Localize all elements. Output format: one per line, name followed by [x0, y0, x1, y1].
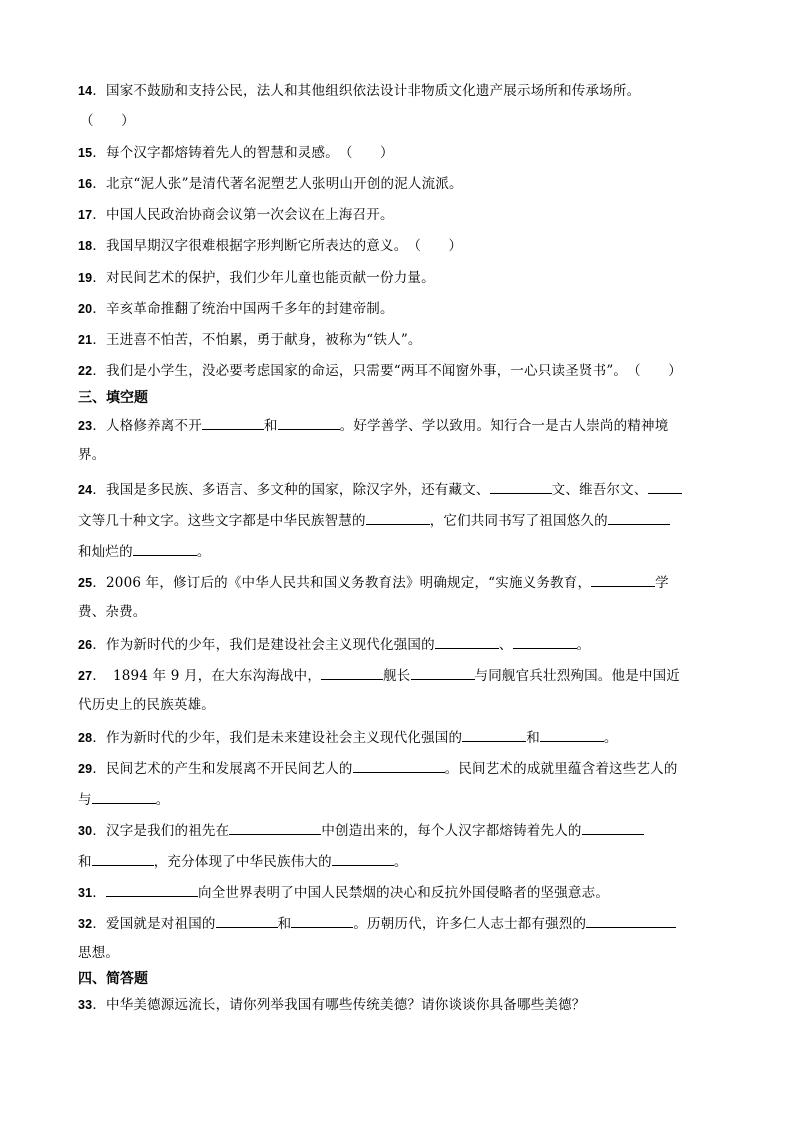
question-text: ．中国人民政治协商会议第一次会议在上海召开。 — [92, 207, 394, 223]
question-30-continued — [78, 850, 722, 872]
question-27-continued — [78, 695, 722, 715]
question-number: 28 — [78, 731, 93, 745]
question-32 — [78, 912, 722, 934]
question-text: 舰长 — [383, 668, 411, 684]
question-25-continued — [78, 602, 722, 622]
answer-blank[interactable] — [462, 726, 526, 742]
answer-blank[interactable] — [608, 509, 670, 525]
question-text: ．作为新时代的少年，我们是未来建设社会主义现代化强国的 — [92, 730, 463, 746]
question-text: 费、杂费。 — [78, 604, 147, 620]
question-text: ．作为新时代的少年，我们是建设社会主义现代化强国的 — [92, 637, 435, 653]
question-number: 27 — [78, 669, 93, 683]
question-number: 23 — [78, 419, 93, 433]
question-text: 界。 — [78, 447, 106, 463]
question-text: 思想。 — [78, 945, 120, 961]
question-number: 32 — [78, 917, 93, 931]
question-23-continued — [78, 445, 722, 465]
question-21 — [78, 330, 722, 350]
question-text: ，充分体现了中华民族伟大的 — [153, 854, 332, 870]
question-20 — [78, 299, 722, 319]
question-text: ．每个汉字都熔铸着先人的智慧和灵感。 — [92, 145, 339, 161]
question-text: 与 — [78, 792, 92, 808]
answer-parentheses[interactable]: （ ） — [407, 238, 463, 254]
question-text: 。 — [576, 637, 591, 653]
question-text: ．民间艺术的产生和发展离不开民间艺人的 — [92, 761, 353, 777]
question-number: 20 — [78, 302, 93, 316]
question-text: ．北京“泥人张”是清代著名泥塑艺人张明山开创的泥人流派。 — [92, 176, 463, 192]
question-text: 和 — [78, 854, 92, 870]
answer-blank[interactable] — [490, 478, 552, 494]
answer-blank[interactable] — [586, 912, 676, 928]
question-text: ．王进喜不怕苦，不怕累，勇于献身，被称为“铁人”。 — [92, 332, 422, 348]
question-28 — [78, 726, 722, 748]
answer-blank[interactable] — [332, 850, 394, 866]
answer-blank[interactable] — [92, 850, 154, 866]
answer-blank[interactable] — [133, 540, 197, 556]
answer-blank[interactable] — [353, 757, 445, 773]
question-29-continued — [78, 788, 722, 810]
question-number: 19 — [78, 271, 93, 285]
answer-blank[interactable] — [278, 414, 340, 430]
question-number: 22 — [78, 364, 93, 378]
answer-blank[interactable] — [540, 726, 604, 742]
question-24-line-3 — [78, 540, 722, 562]
question-text: 、 — [498, 637, 513, 653]
question-15 — [78, 143, 722, 163]
question-text: 。好学善学、学以致用。知行合一是古人崇尚的精神境 — [339, 418, 669, 434]
question-text: ．辛亥革命推翻了统治中国两千多年的封建帝制。 — [92, 301, 394, 317]
question-24-line-2 — [78, 509, 722, 531]
answer-blank[interactable] — [216, 912, 278, 928]
question-23 — [78, 414, 722, 436]
question-33 — [78, 995, 722, 1015]
question-text: ．人格修养离不开 — [92, 418, 202, 434]
question-text: 。 — [603, 730, 618, 746]
question-text: 文、维吾尔文、 — [551, 482, 648, 498]
question-number: 17 — [78, 208, 93, 222]
question-24 — [78, 478, 722, 500]
question-text: ．我国是多民族、多语言、多文种的国家，除汉字外，还有藏文、 — [92, 482, 490, 498]
question-number: 33 — [78, 998, 93, 1012]
question-14-answer — [80, 111, 722, 131]
answer-blank[interactable] — [411, 664, 475, 680]
question-32-continued — [78, 943, 722, 963]
question-31 — [78, 881, 722, 903]
question-number: 31 — [78, 886, 93, 900]
question-25 — [78, 571, 722, 593]
question-text: 中创造出来的，每个人汉字都熔铸着先人的 — [321, 823, 582, 839]
question-text: ，它们共同书写了祖国悠久的 — [429, 513, 608, 529]
question-text: 。 — [196, 544, 211, 560]
question-number: 21 — [78, 333, 93, 347]
question-text: 和 — [277, 916, 292, 932]
question-number: 15 — [78, 146, 93, 160]
question-18 — [78, 236, 722, 256]
question-number: 25 — [78, 576, 93, 590]
question-number: 18 — [78, 239, 93, 253]
answer-blank[interactable] — [202, 414, 264, 430]
question-number: 30 — [78, 824, 93, 838]
answer-blank[interactable] — [106, 881, 198, 897]
question-text: 。民间艺术的成就里蕴含着这些艺人的 — [444, 761, 678, 777]
question-text: 向全世界表明了中国人民禁烟的决心和反抗外国侵略者的坚强意志。 — [198, 885, 610, 901]
question-27 — [78, 664, 722, 686]
question-text: ．2006 年，修订后的《中华人民共和国义务教育法》明确规定，“实施义务教育， — [92, 575, 592, 591]
question-text: ．爱国就是对祖国的 — [92, 916, 216, 932]
question-text: ． — [92, 885, 107, 901]
answer-blank[interactable] — [366, 509, 430, 525]
answer-blank[interactable] — [321, 664, 383, 680]
question-16 — [78, 174, 722, 194]
answer-blank[interactable] — [582, 819, 644, 835]
question-17 — [78, 205, 722, 225]
question-text: 学 — [655, 575, 669, 591]
question-number: 24 — [78, 483, 93, 497]
question-number: 26 — [78, 638, 93, 652]
answer-parentheses[interactable]: （ ） — [627, 363, 682, 379]
answer-blank[interactable] — [513, 633, 577, 649]
answer-blank[interactable] — [229, 819, 321, 835]
question-text: ．国家不鼓励和支持公民，法人和其他组织依法设计非物质文化遗产展示场所和传承场所。 — [92, 83, 641, 99]
question-text: 与同舰官兵壮烈殉国。他是中国近 — [474, 668, 680, 684]
question-text: ． 1894 年 9 月，在大东沟海战中， — [92, 668, 322, 684]
answer-blank[interactable] — [92, 788, 156, 804]
question-text: ．对民间艺术的保护，我们少年儿童也能贡献一份力量。 — [92, 270, 435, 286]
question-text: 代历史上的民族英雄。 — [78, 697, 215, 713]
question-text: 文等几十种文字。这些文字都是中华民族智慧的 — [78, 513, 366, 529]
answer-blank[interactable] — [291, 912, 353, 928]
answer-blank[interactable] — [435, 633, 499, 649]
question-text: 。 — [155, 792, 170, 808]
question-text: 和 — [263, 418, 278, 434]
question-number: 29 — [78, 762, 93, 776]
question-text: 。 — [393, 854, 408, 870]
question-text: ．我们是小学生，没必要考虑国家的命运，只需要“两耳不闻窗外事，一心只读圣贤书”。 — [92, 363, 628, 379]
answer-parentheses[interactable]: （ ） — [338, 145, 394, 161]
answer-parentheses[interactable]: （ ） — [80, 113, 135, 129]
question-text: 和 — [526, 730, 540, 746]
question-text: 和灿烂的 — [78, 544, 133, 560]
question-number: 14 — [78, 84, 93, 98]
question-30 — [78, 819, 722, 841]
question-text: ．我国早期汉字很难根据字形判断它所表达的意义。 — [92, 238, 408, 254]
answer-blank[interactable] — [648, 478, 682, 494]
question-text: 。历朝历代，许多仁人志士都有强烈的 — [353, 916, 587, 932]
question-text: ．中华美德源远流长，请你列举我国有哪些传统美德？请你谈谈你具备哪些美德？ — [92, 997, 586, 1013]
question-14 — [78, 81, 722, 101]
question-29 — [78, 757, 722, 779]
question-number: 16 — [78, 177, 93, 191]
question-text: ．汉字是我们的祖先在 — [92, 823, 230, 839]
question-19 — [78, 268, 722, 288]
answer-blank[interactable] — [591, 571, 655, 587]
question-26 — [78, 633, 722, 655]
section-heading-short-answer: 四、简答题 — [78, 971, 148, 987]
question-22 — [78, 361, 722, 381]
section-heading-fill-in: 三、填空题 — [78, 390, 148, 406]
